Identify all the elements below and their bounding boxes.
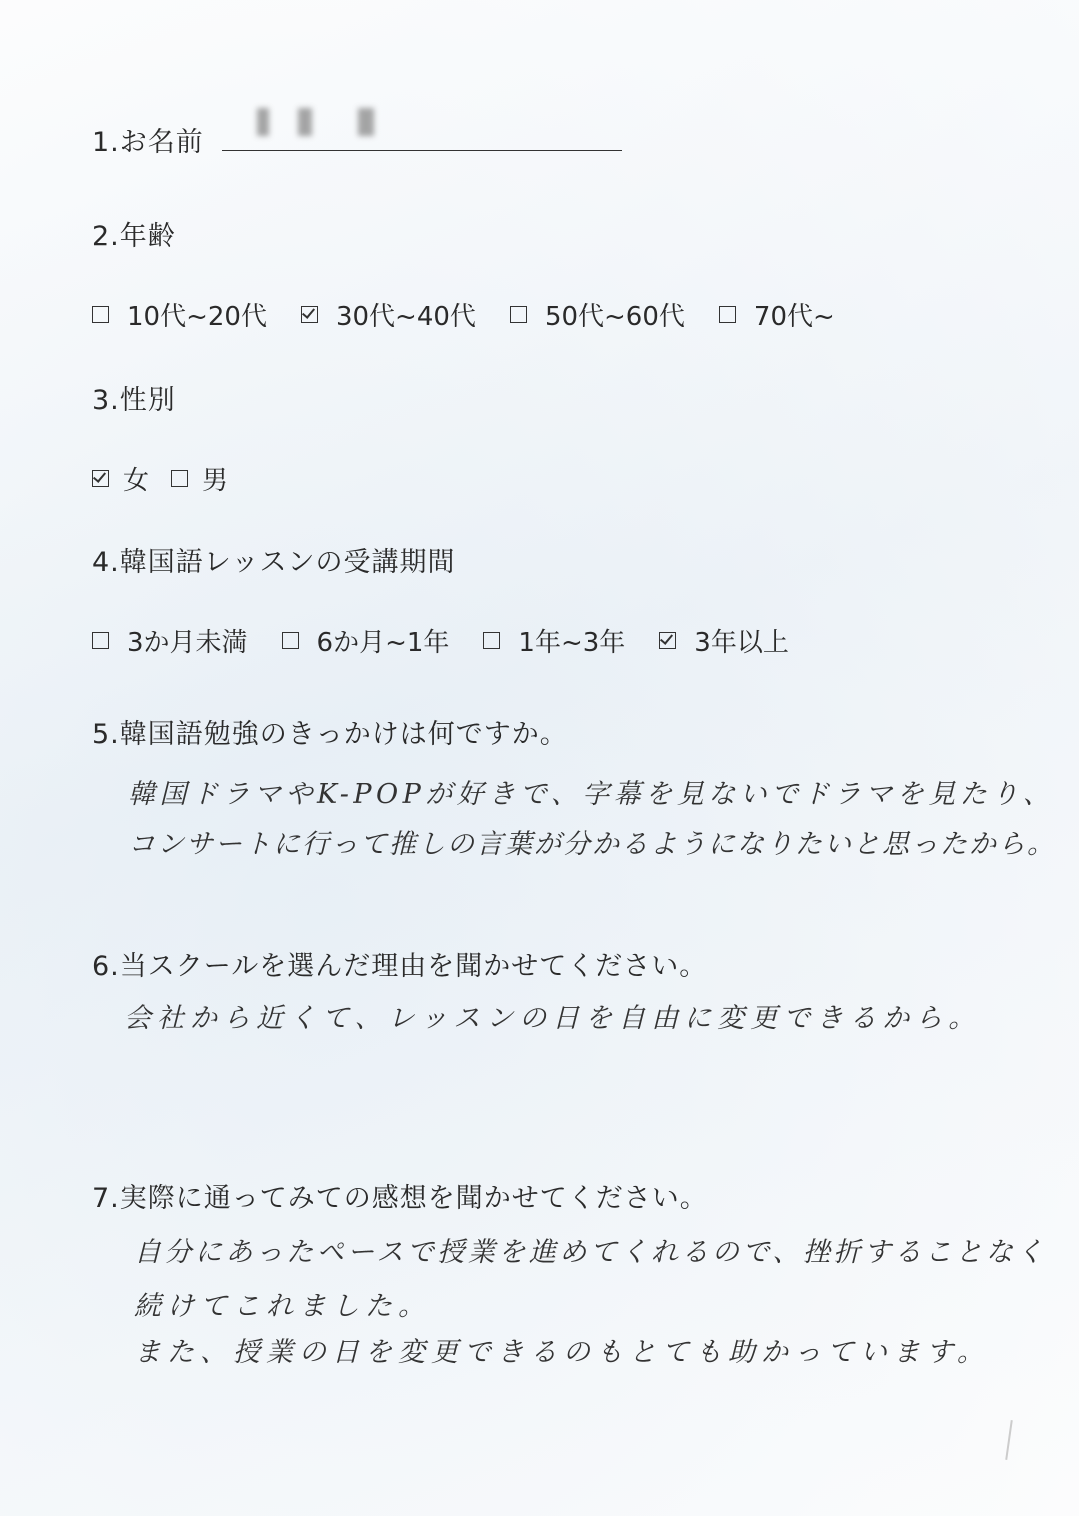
checkbox-icon[interactable]: [171, 470, 188, 487]
gender-option[interactable]: [92, 460, 149, 497]
option-label: 3か月未満: [127, 628, 248, 658]
question-5-label: 5.韓国語勉強のきっかけは何ですか。: [92, 719, 568, 750]
period-options: [92, 622, 823, 659]
age-option[interactable]: [719, 296, 835, 333]
option-label: 男: [202, 466, 229, 496]
question-3-label: 3.性別: [92, 385, 176, 416]
option-label: 6か月~1年: [316, 628, 450, 658]
option-label: 女: [123, 466, 150, 496]
option-label: 10代~20代: [127, 302, 267, 332]
option-label: 30代~40代: [335, 302, 476, 332]
period-option[interactable]: [483, 622, 625, 659]
gender-options: [92, 460, 262, 497]
period-option[interactable]: [282, 622, 450, 659]
option-label: 50代~60代: [544, 302, 685, 332]
age-option[interactable]: [301, 296, 476, 333]
question-1-label: 1.お名前: [92, 127, 204, 158]
paper-mark: [1005, 1420, 1013, 1460]
checkbox-icon[interactable]: [92, 306, 109, 323]
age-option[interactable]: [510, 296, 685, 333]
handwritten-answer-line: コンサートに行って推しの言葉が分かるようになりたいと思ったから。: [128, 829, 1056, 860]
handwritten-answer-line: 韓国ドラマやK-POPが好きで、字幕を見ないでドラマを見たり、: [128, 779, 1055, 810]
period-option[interactable]: [92, 622, 248, 659]
option-label: 70代~: [753, 302, 835, 332]
checked-checkbox-icon[interactable]: [301, 306, 318, 323]
checked-checkbox-icon[interactable]: [92, 470, 109, 487]
question-7-label: 7.実際に通ってみての感想を聞かせてください。: [92, 1183, 708, 1214]
option-label: 3年以上: [694, 628, 789, 658]
handwritten-answer-line: 続けてこれました。: [134, 1291, 431, 1322]
handwritten-answer-line: 会社から近くて、レッスンの日を自由に変更できるから。: [124, 1003, 982, 1034]
question-6-label: 6.当スクールを選んだ理由を聞かせてください。: [92, 951, 708, 982]
gender-option[interactable]: [171, 460, 228, 497]
question-4-label: 4.韓国語レッスンの受講期間: [92, 547, 456, 578]
checked-checkbox-icon[interactable]: [659, 632, 676, 649]
question-2-label: 2.年齢: [92, 221, 176, 252]
age-options: [92, 296, 869, 333]
handwritten-answer-line: また、授業の日を変更できるのもとても助かっています。: [134, 1337, 990, 1368]
checkbox-icon[interactable]: [92, 632, 109, 649]
age-option[interactable]: [92, 296, 267, 333]
checkbox-icon[interactable]: [483, 632, 500, 649]
name-underline: [222, 150, 622, 151]
checkbox-icon[interactable]: [282, 632, 299, 649]
period-option[interactable]: [659, 622, 789, 659]
checkbox-icon[interactable]: [719, 306, 736, 323]
option-label: 1年~3年: [518, 628, 626, 658]
handwritten-answer-line: 自分にあったペースで授業を進めてくれるので、挫折することなく: [134, 1237, 1047, 1268]
checkbox-icon[interactable]: [510, 306, 527, 323]
